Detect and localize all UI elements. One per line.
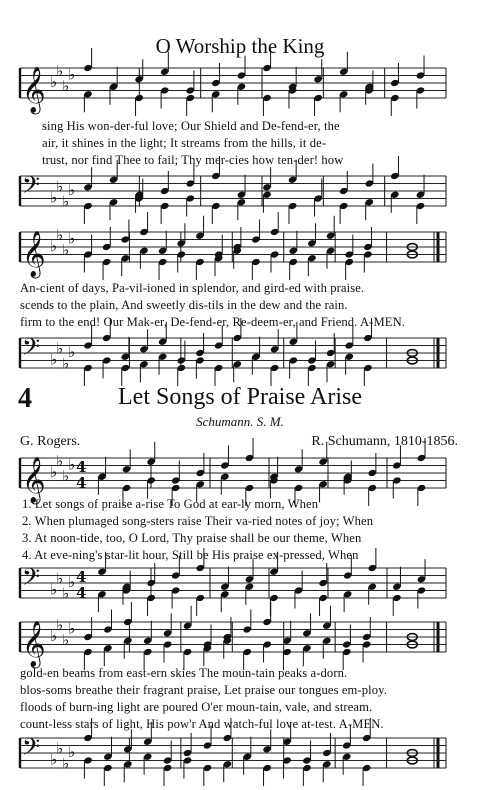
time-signature-top: 4 bbox=[76, 458, 87, 476]
lyric-line: 4. At eve-ning's star-lit hour, Still be His praise ex-pressed, When bbox=[22, 548, 359, 562]
music-composer: R. Schumann, 1810-1856. bbox=[311, 434, 458, 449]
flat-sign-icon: ♭ bbox=[56, 61, 64, 80]
treble-staff-system-2 bbox=[0, 226, 480, 288]
flat-sign-icon: ♭ bbox=[68, 229, 76, 248]
flat-sign-icon: ♭ bbox=[50, 627, 58, 645]
bass-staff-system-2 bbox=[0, 332, 480, 376]
lyric-line: 1. Let songs of praise a-rise To God at ear-ly morn, When bbox=[22, 497, 319, 511]
flat-sign-icon: ♭ bbox=[50, 237, 58, 255]
lyric-line: 2. When plumaged song-sters raise Their va-ried notes of joy; When bbox=[22, 514, 374, 528]
lyric-line: count-less stars of light, His pow'r And watch-ful love at-test. A-MEN. bbox=[20, 717, 384, 731]
flat-sign-icon: ♭ bbox=[68, 343, 76, 361]
lyric-line: An-cient of days, Pa-vil-ioned in splendor, and gird-ed with praise. bbox=[20, 281, 365, 295]
flat-sign-icon: ♭ bbox=[56, 177, 64, 196]
lyric-line: scends to the plain, And sweetly dis-tils in the dew and the rain. bbox=[20, 298, 348, 312]
flat-sign-icon: ♭ bbox=[62, 354, 70, 373]
flat-sign-icon: ♭ bbox=[50, 73, 58, 91]
flat-sign-icon: ♭ bbox=[62, 240, 70, 259]
treble-clef-icon: 𝄞 bbox=[22, 457, 46, 503]
flat-sign-icon: ♭ bbox=[62, 192, 70, 211]
flat-sign-icon: ♭ bbox=[50, 580, 58, 599]
time-signature-top: 4 bbox=[76, 568, 87, 586]
bass-clef-icon: 𝄢 bbox=[22, 563, 41, 596]
hymn-title: Let Songs of Praise Arise bbox=[118, 384, 362, 410]
lyric-line: air, it shines in the light; It streams from the hills, it de- bbox=[42, 136, 327, 150]
flat-sign-icon: ♭ bbox=[62, 630, 70, 649]
treble-staff-system-1 bbox=[0, 62, 480, 126]
flat-sign-icon: ♭ bbox=[50, 750, 58, 769]
treble-clef-icon: 𝄞 bbox=[22, 621, 46, 667]
flat-sign-icon: ♭ bbox=[62, 584, 70, 603]
treble-clef-icon: 𝄞 bbox=[22, 67, 46, 113]
flat-sign-icon: ♭ bbox=[62, 754, 70, 773]
lyric-line: gold-en beams from east-ern skies The moun-tain peaks a-dorn. bbox=[20, 666, 348, 680]
treble-clef-icon: 𝄞 bbox=[22, 231, 46, 277]
hymn-number: 4 bbox=[18, 383, 32, 414]
flat-sign-icon: ♭ bbox=[56, 225, 64, 244]
flat-sign-icon: ♭ bbox=[56, 615, 64, 634]
flat-sign-icon: ♭ bbox=[62, 76, 70, 95]
bass-staff-system-1 bbox=[0, 170, 480, 232]
flat-sign-icon: ♭ bbox=[56, 569, 64, 588]
flat-sign-icon: ♭ bbox=[50, 463, 58, 481]
bass-staff-system-3 bbox=[0, 562, 480, 618]
flat-sign-icon: ♭ bbox=[68, 181, 76, 199]
flat-sign-icon: ♭ bbox=[68, 573, 76, 591]
lyric-line: trust, nor find Thee to fail; Thy mer-cies how ten-der! how bbox=[42, 153, 344, 167]
words-author: G. Rogers. bbox=[20, 434, 81, 449]
lyric-line: firm to the end! Our Mak-er, De-fend-er, Re-deem-er, and Friend. A-MEN. bbox=[20, 315, 406, 329]
flat-sign-icon: ♭ bbox=[68, 455, 76, 474]
bass-staff-system-4 bbox=[0, 732, 480, 788]
bass-clef-icon: 𝄢 bbox=[22, 333, 41, 366]
flat-sign-icon: ♭ bbox=[50, 350, 58, 369]
bass-clef-icon: 𝄢 bbox=[22, 171, 41, 204]
time-signature-bottom: 4 bbox=[76, 584, 87, 602]
lyric-line: 3. At noon-tide, too, O Lord, Thy praise shall be our theme, When bbox=[22, 531, 362, 545]
flat-sign-icon: ♭ bbox=[68, 743, 76, 761]
flat-sign-icon: ♭ bbox=[56, 739, 64, 758]
flat-sign-icon: ♭ bbox=[56, 339, 64, 358]
flat-sign-icon: ♭ bbox=[62, 466, 70, 485]
time-signature-bottom: 4 bbox=[76, 474, 87, 492]
lyric-line: sing His won-der-ful love; Our Shield and De-fend-er, the bbox=[42, 119, 340, 133]
bass-clef-icon: 𝄢 bbox=[22, 733, 41, 766]
flat-sign-icon: ♭ bbox=[68, 65, 76, 84]
hymn-title: O Worship the King bbox=[155, 34, 325, 58]
lyric-line: blos-soms breathe their fragrant praise, Let praise our tongues em-ploy. bbox=[20, 683, 387, 697]
tune-name: Schumann. S. M. bbox=[196, 414, 284, 429]
flat-sign-icon: ♭ bbox=[56, 451, 64, 470]
flat-sign-icon: ♭ bbox=[50, 188, 58, 207]
flat-sign-icon: ♭ bbox=[68, 619, 76, 638]
lyric-line: floods of burn-ing light are poured O'er moun-tain, vale, and stream. bbox=[20, 700, 373, 714]
